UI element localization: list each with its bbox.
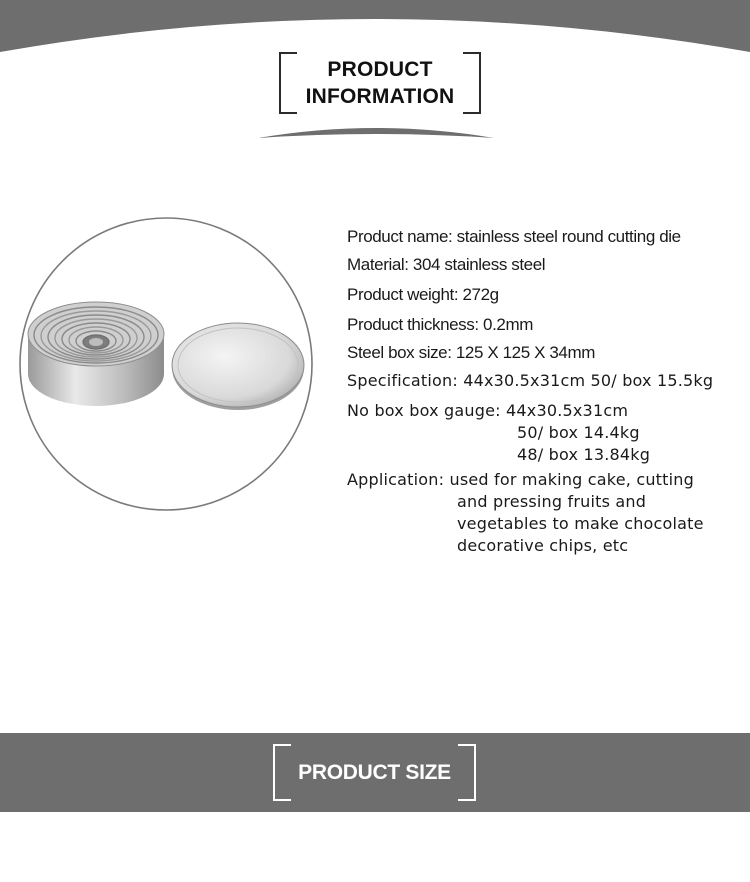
spec-weight: Product weight: 272g — [347, 285, 499, 304]
spec-gauge-line-2: 50/ box 14.4kg — [517, 423, 640, 442]
top-banner-arc — [0, 0, 750, 60]
product-photo — [18, 216, 314, 512]
spec-material: Material: 304 stainless steel — [347, 255, 546, 274]
spec-specification: Specification: 44x30.5x31cm 50/ box 15.5kg — [347, 371, 714, 390]
heading-underline-arc — [258, 124, 494, 140]
product-size-title: PRODUCT SIZE — [298, 760, 451, 784]
product-information-heading — [279, 52, 481, 114]
spec-application-line-3: vegetables to make chocolate — [457, 514, 704, 533]
heading-line-2: INFORMATION — [305, 85, 455, 108]
spec-application-line-2: and pressing fruits and — [457, 492, 647, 511]
product-size-heading — [273, 744, 476, 801]
spec-thickness: Product thickness: 0.2mm — [347, 315, 533, 334]
cutter-tin — [28, 302, 164, 406]
spec-gauge-line-3: 48/ box 13.84kg — [517, 445, 651, 464]
spec-product-name: Product name: stainless steel round cutting die — [347, 227, 681, 246]
spec-gauge: No box box gauge: 44x30.5x31cm — [347, 401, 629, 420]
spec-application-line-4: decorative chips, etc — [457, 536, 629, 555]
tin-lid — [172, 323, 304, 410]
spec-box-size: Steel box size: 125 X 125 X 34mm — [347, 343, 596, 362]
heading-line-1: PRODUCT — [327, 58, 433, 81]
spec-application: Application: used for making cake, cutting — [347, 470, 694, 489]
